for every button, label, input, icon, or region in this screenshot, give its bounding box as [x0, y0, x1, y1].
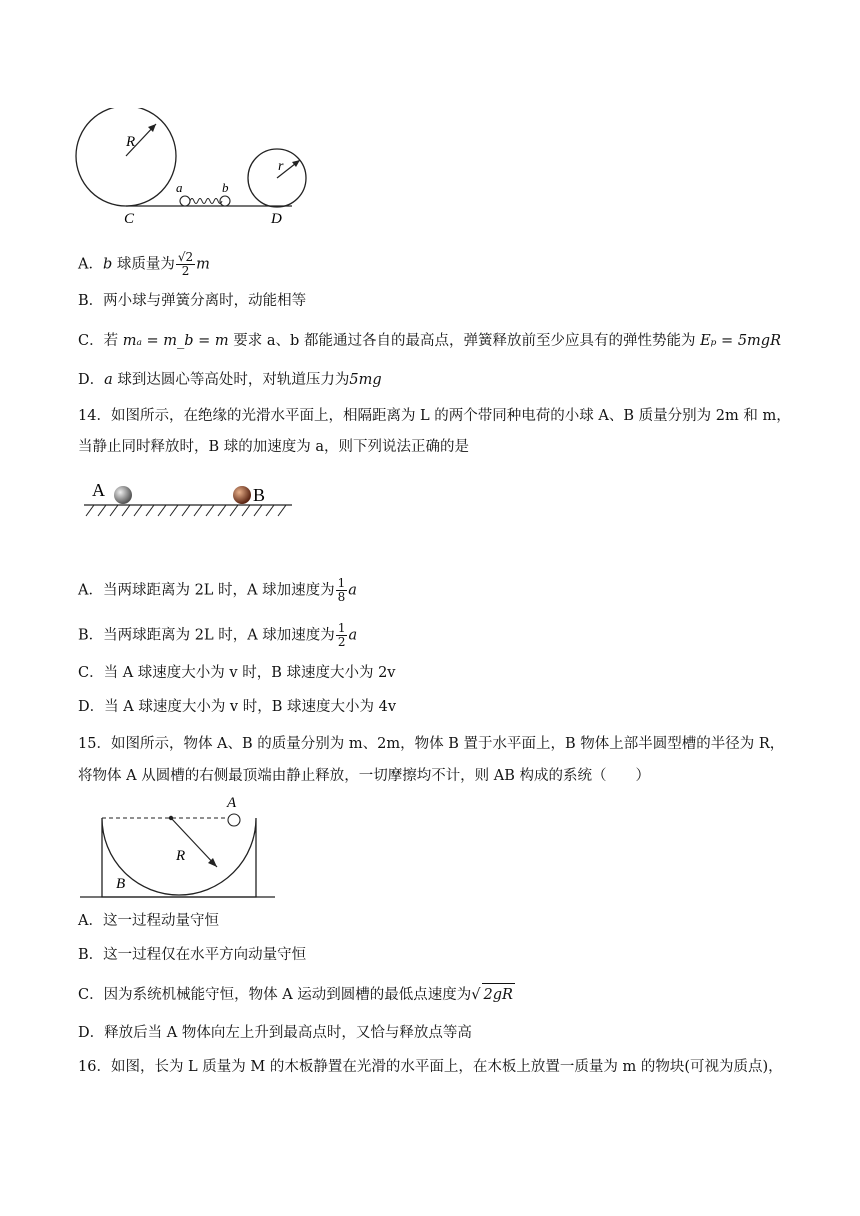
q15-option-c: C．因为系统机械能守恒，物体 A 运动到圆槽的最低点速度为√ 2gR [78, 983, 515, 1006]
q15-option-b: B．这一过程仅在水平方向动量守恒 [78, 947, 307, 963]
large-circle-track [76, 108, 176, 206]
ball-A [228, 814, 240, 826]
q13-option-a: A．b 球质量为 $\frac{√2}{2}$ m [78, 250, 210, 278]
label-b: b [222, 180, 229, 195]
q14-stem-line1: 14．如图所示，在绝缘的光滑水平面上，相隔距离为 L 的两个带同种电荷的小球 A、B 质量分别为 2m 和 m， [78, 408, 791, 424]
label-B: B [253, 485, 266, 505]
label-A: A [227, 795, 237, 811]
label-C: C [124, 211, 135, 227]
ball-a [180, 196, 190, 206]
q15-option-d: D．释放后当 A 物体向左上升到最高点时，又恰与释放点等高 [78, 1025, 472, 1041]
label-R: R [126, 134, 136, 150]
label-D: D [271, 211, 282, 227]
q13-option-b: B．两小球与弹簧分离时，动能相等 [78, 293, 307, 309]
q14-figure [82, 476, 294, 520]
q13-option-c: C．若 mₐ = m_b = m 要求 a、b 都能通过各自的最高点，弹簧释放前至少应具有的弹性势能为 Eₚ = 5mgR [78, 333, 781, 349]
q15-stem-line2: 将物体 A 从圆槽的右侧最顶端由静止释放，一切摩擦均不计，则 AB 构成的系统（ ） [78, 768, 651, 784]
q13-figure [72, 108, 317, 228]
q14-option-c: C．当 A 球速度大小为 v 时，B 球速度大小为 2v [78, 665, 396, 681]
q16-stem-line1: 16．如图，长为 L 质量为 M 的木板静置在光滑的水平面上，在木板上放置一质量为 m 的物块(可视为质点)， [78, 1059, 783, 1075]
label-a: a [176, 180, 183, 195]
label-B: B [116, 876, 126, 892]
label-A: A [92, 480, 105, 500]
q14-option-b: B．当两球距离为 2L 时，A 球加速度为 $\frac{1}{2}$ a [78, 621, 358, 649]
label-R: R [176, 848, 186, 864]
ball-B [233, 486, 251, 504]
ground-hatch [86, 505, 286, 516]
q14-option-a: A．当两球距离为 2L 时，A 球加速度为 $\frac{1}{8}$ a [78, 576, 357, 604]
ball-A [114, 486, 132, 504]
q14-option-d: D．当 A 球速度大小为 v 时，B 球速度大小为 4v [78, 699, 397, 715]
q14-stem-line2: 当静止同时释放时，B 球的加速度为 a，则下列说法正确的是 [78, 439, 470, 455]
q15-stem-line1: 15．如图所示，物体 A、B 的质量分别为 m、2m，物体 B 置于水平面上，B 物体上部半圆型槽的半径为 R， [78, 736, 785, 752]
q15-figure [80, 792, 275, 904]
spring [190, 199, 222, 204]
q13-option-d: D．a 球到达圆心等高处时，对轨道压力为5mg [78, 372, 382, 388]
label-r: r [278, 159, 284, 174]
q15-option-a: A．这一过程动量守恒 [78, 913, 219, 929]
